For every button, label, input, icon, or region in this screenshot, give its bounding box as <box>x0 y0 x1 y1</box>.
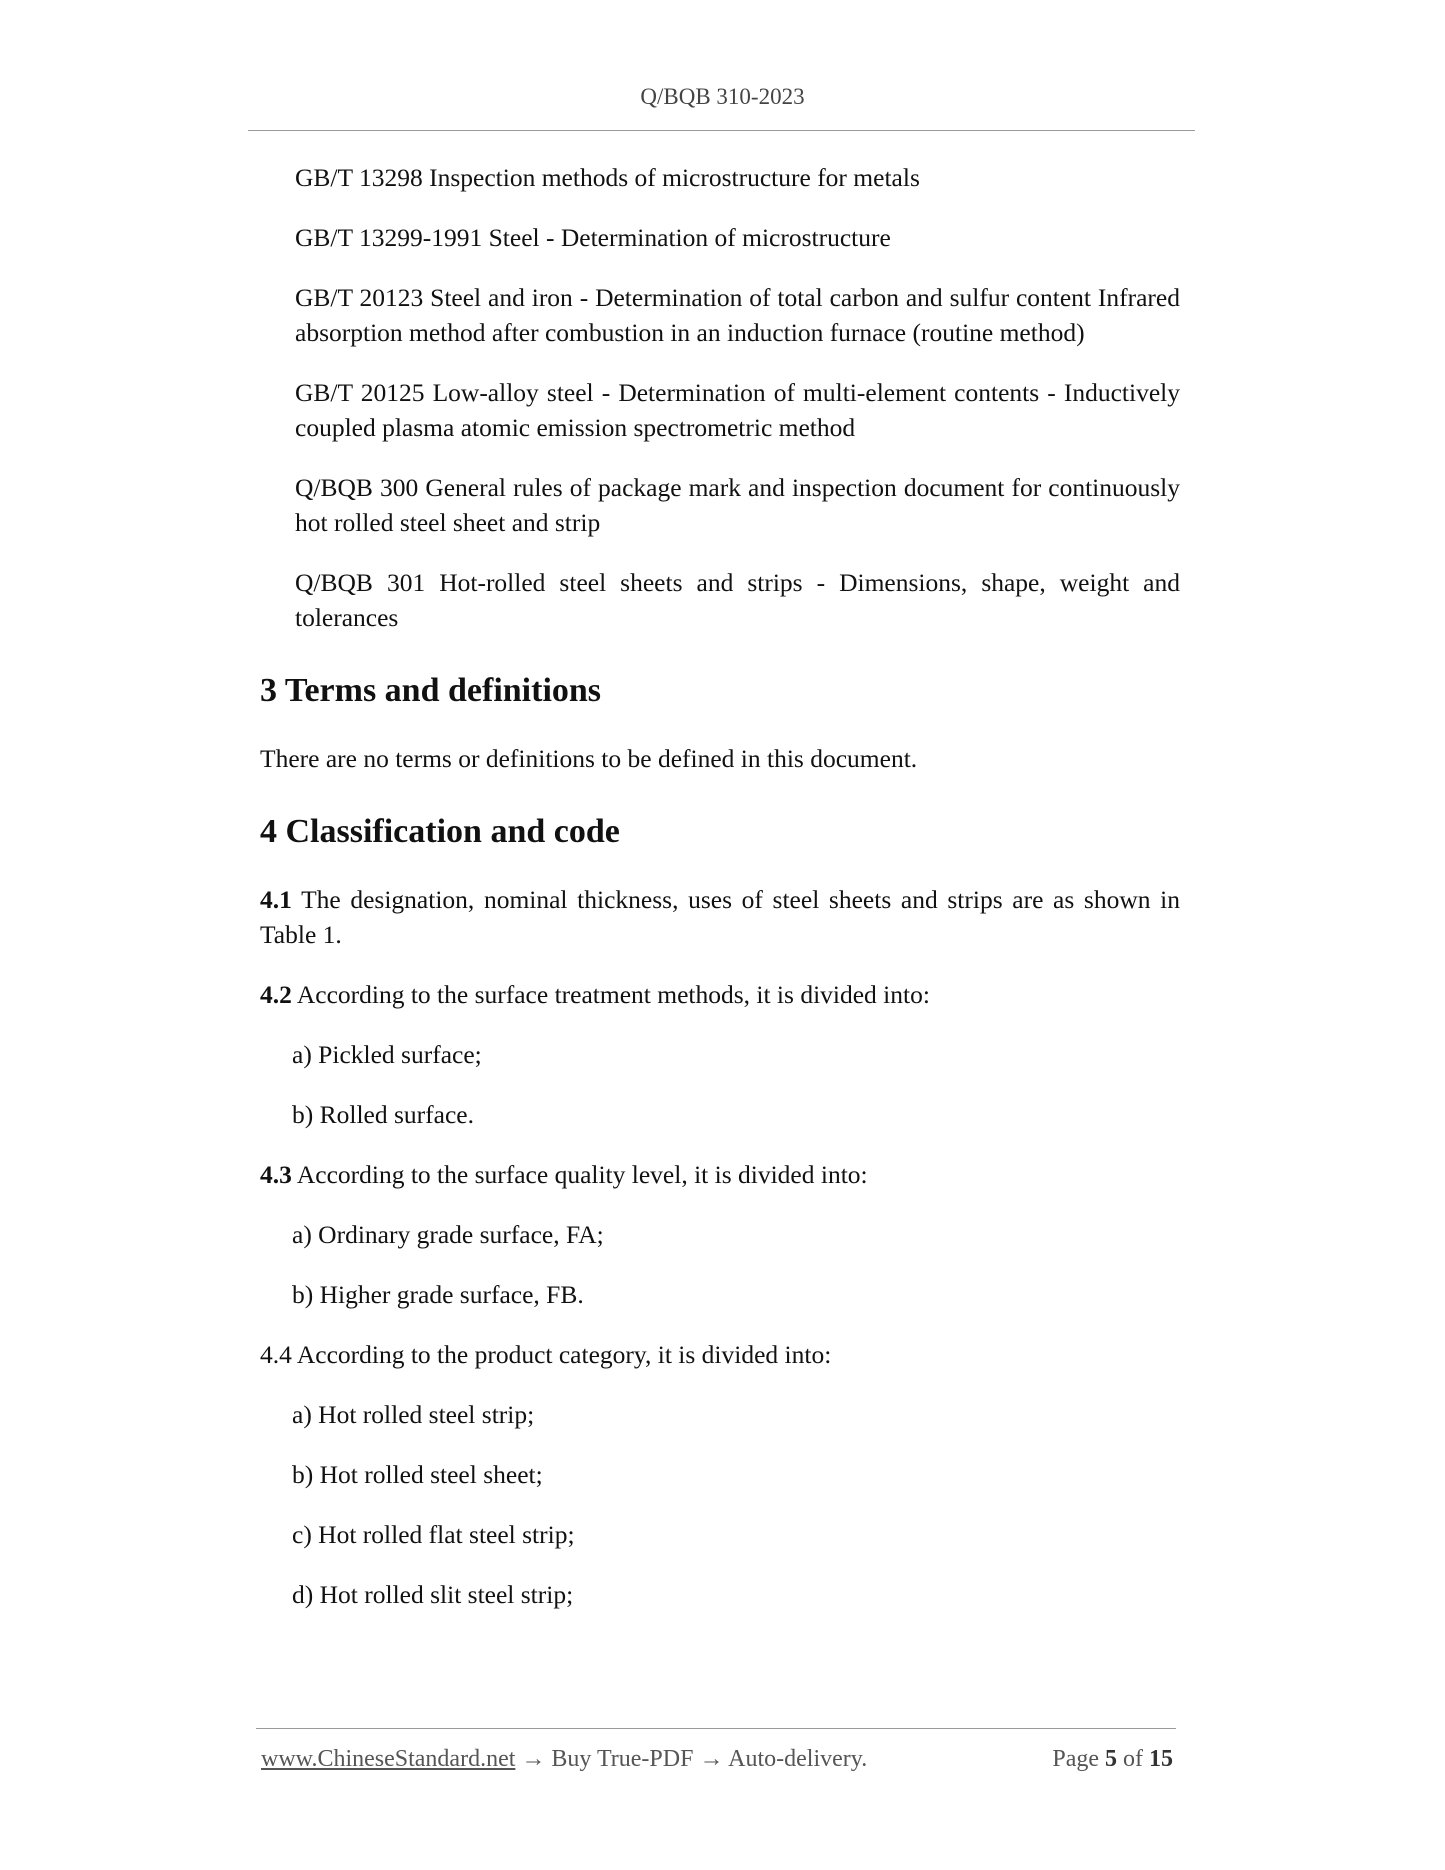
reference-gbt-13299: GB/T 13299-1991 Steel - Determination of microstructure <box>295 223 891 252</box>
list-item: b) Rolled surface. <box>292 1100 474 1129</box>
list-item: b) Hot rolled steel sheet; <box>292 1460 543 1489</box>
clause-4-2-text: According to the surface treatment methods, it is divided into: <box>291 980 930 1009</box>
footer-divider <box>256 1728 1176 1729</box>
page-content <box>260 160 1180 1637</box>
page-indicator <box>1052 1746 1173 1773</box>
page-footer <box>261 1746 1173 1773</box>
clause-4-3 <box>260 1157 1180 1192</box>
arrow-icon: → <box>693 1746 729 1772</box>
reference-qbqb-300: Q/BQB 300 General rules of package mark and inspection document for continuously hot rolled steel sheet and strip <box>295 473 1180 537</box>
clause-4-4: 4.4 According to the product category, it is divided into: <box>260 1340 832 1369</box>
clause-4-2 <box>260 977 1180 1012</box>
clause-4-3-text: According to the surface quality level, it is divided into: <box>291 1160 868 1189</box>
section-3-heading: 3 Terms and definitions <box>260 672 602 709</box>
reference-gbt-20125: GB/T 20125 Low-alloy steel - Determination of multi-element contents - Inductively coupled plasma atomic emission spectrometric method <box>295 378 1180 442</box>
current-page-number: 5 <box>1105 1746 1117 1772</box>
clause-4-1 <box>260 882 1180 952</box>
total-pages-number: 15 <box>1149 1746 1173 1772</box>
list-item: c) Hot rolled flat steel strip; <box>292 1520 575 1549</box>
website-link[interactable]: www.ChineseStandard.net <box>261 1746 516 1772</box>
page-label: Page <box>1052 1746 1099 1772</box>
clause-4-1-text: The designation, nominal thickness, uses of steel sheets and strips are as shown in Table 1. <box>260 885 1180 949</box>
clause-4-3-number: 4.3 <box>260 1160 292 1189</box>
list-item: a) Hot rolled steel strip; <box>292 1400 535 1429</box>
clause-4-2-number: 4.2 <box>260 980 292 1009</box>
reference-qbqb-301: Q/BQB 301 Hot-rolled steel sheets and strips - Dimensions, shape, weight and tolerances <box>295 568 1180 632</box>
of-label: of <box>1123 1746 1143 1772</box>
list-item: d) Hot rolled slit steel strip; <box>292 1580 574 1609</box>
list-item: a) Ordinary grade surface, FA; <box>292 1220 604 1249</box>
auto-delivery-text: Auto-delivery. <box>728 1746 868 1772</box>
footer-left <box>261 1746 867 1773</box>
arrow-icon: → <box>515 1746 552 1772</box>
header-divider <box>248 130 1195 131</box>
reference-gbt-20123: GB/T 20123 Steel and iron - Determination of total carbon and sulfur content Infrared absorption method after combustion in an induction furnace (routine method) <box>295 283 1180 347</box>
reference-gbt-13298: GB/T 13298 Inspection methods of microstructure for metals <box>295 163 920 192</box>
list-item: b) Higher grade surface, FB. <box>292 1280 584 1309</box>
section-4-heading: 4 Classification and code <box>260 813 620 850</box>
clause-4-1-number: 4.1 <box>260 885 292 914</box>
buy-true-pdf-text: Buy True-PDF <box>551 1746 694 1772</box>
section-3-text: There are no terms or definitions to be defined in this document. <box>260 744 918 773</box>
list-item: a) Pickled surface; <box>292 1040 482 1069</box>
document-code-header: Q/BQB 310-2023 <box>640 84 805 109</box>
